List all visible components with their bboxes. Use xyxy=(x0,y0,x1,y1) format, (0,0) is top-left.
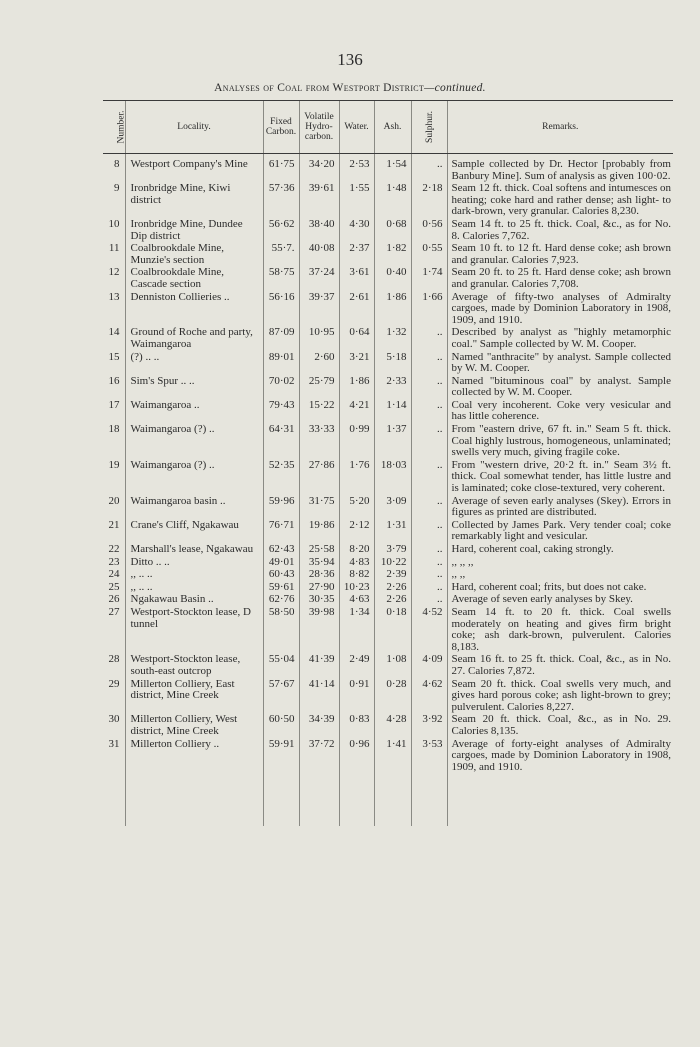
remarks-cell: ,, ,, ,, xyxy=(447,556,673,569)
ash-cell: 18·03 xyxy=(374,459,411,495)
table-row xyxy=(103,568,673,581)
remarks-cell: Seam 20 ft. to 25 ft. Hard dense coke; ash brown and granular. Calories 7,708. xyxy=(447,266,673,290)
volatile-cell: 38·40 xyxy=(299,218,339,242)
water-cell: 0·99 xyxy=(339,423,374,459)
fixed-carbon-cell: 49·01 xyxy=(263,556,299,569)
locality-cell: Millerton Colliery .. xyxy=(125,738,263,774)
fixed-carbon-cell: 58·75 xyxy=(263,266,299,290)
row-number-cell: 18 xyxy=(108,423,120,436)
locality-cell: Ironbridge Mine, Kiwi district xyxy=(125,182,263,218)
volatile-cell: 39·61 xyxy=(299,182,339,218)
header-ash: Ash. xyxy=(374,101,411,154)
water-cell: 0·83 xyxy=(339,713,374,737)
sulphur-cell: .. xyxy=(411,459,447,495)
remarks-cell: Seam 16 ft. to 25 ft. thick. Coal, &c., as in No. 27. Calories 7,872. xyxy=(447,653,673,677)
water-cell: 0·64 xyxy=(339,326,374,350)
fixed-carbon-cell: 79·43 xyxy=(263,399,299,423)
volatile-cell: 37·24 xyxy=(299,266,339,290)
volatile-cell: 37·72 xyxy=(299,738,339,774)
fixed-carbon-cell: 55·04 xyxy=(263,653,299,677)
locality-cell: Westport-Stockton lease, D tunnel xyxy=(125,606,263,653)
ash-cell: 4·28 xyxy=(374,713,411,737)
empty-cell xyxy=(411,773,447,826)
sulphur-cell: .. xyxy=(411,556,447,569)
sulphur-cell: .. xyxy=(411,581,447,594)
water-cell: 1·34 xyxy=(339,606,374,653)
fixed-carbon-cell: 70·02 xyxy=(263,375,299,399)
header-locality: Locality. xyxy=(125,101,263,154)
volatile-cell: 34·20 xyxy=(299,154,339,183)
fixed-carbon-cell: 76·71 xyxy=(263,519,299,543)
remarks-cell: Average of fifty-two analyses of Admiralty cargoes, made by Dominion Laboratory in 1908, 1909, and 1910. xyxy=(447,291,673,327)
fixed-carbon-cell: 62·43 xyxy=(263,543,299,556)
fixed-carbon-cell: 52·35 xyxy=(263,459,299,495)
sulphur-cell: .. xyxy=(411,543,447,556)
remarks-cell: Average of seven early analyses by Skey. xyxy=(447,593,673,606)
row-number-cell: 26 xyxy=(108,593,120,606)
row-number-cell: 24 xyxy=(108,568,120,581)
volatile-cell: 15·22 xyxy=(299,399,339,423)
locality-cell: Sim's Spur .. .. xyxy=(125,375,263,399)
table-row xyxy=(103,266,673,290)
empty-cell xyxy=(374,773,411,826)
table-row xyxy=(103,399,673,423)
ash-cell: 0·40 xyxy=(374,266,411,290)
table-row xyxy=(103,543,673,556)
water-cell: 4·63 xyxy=(339,593,374,606)
ash-cell: 2·33 xyxy=(374,375,411,399)
table-row xyxy=(103,154,673,183)
table-row xyxy=(103,182,673,218)
row-number-cell: 17 xyxy=(108,398,120,411)
volatile-cell: 25·79 xyxy=(299,375,339,399)
table-row xyxy=(103,242,673,266)
sulphur-cell: .. xyxy=(411,351,447,375)
table-row xyxy=(103,738,673,774)
volatile-cell: 40·08 xyxy=(299,242,339,266)
empty-cell xyxy=(339,773,374,826)
water-cell: 5·20 xyxy=(339,495,374,519)
ash-cell: 0·28 xyxy=(374,678,411,714)
locality-cell: Waimangaroa (?) .. xyxy=(125,423,263,459)
row-number-cell: 10 xyxy=(108,217,120,230)
locality-cell: ,, .. .. xyxy=(125,581,263,594)
header-row xyxy=(103,101,673,154)
row-number-cell: 22 xyxy=(108,543,120,555)
water-cell: 0·96 xyxy=(339,738,374,774)
table-row xyxy=(103,375,673,399)
fixed-carbon-cell: 57·67 xyxy=(263,678,299,714)
sulphur-cell: .. xyxy=(411,375,447,399)
volatile-cell: 19·86 xyxy=(299,519,339,543)
table-row xyxy=(103,713,673,737)
page-number: 136 xyxy=(337,50,363,69)
sulphur-cell: 0·55 xyxy=(411,242,447,266)
row-number-cell: 31 xyxy=(108,737,120,750)
water-cell: 4·21 xyxy=(339,399,374,423)
ash-cell: 1·41 xyxy=(374,738,411,774)
volatile-cell: 28·36 xyxy=(299,568,339,581)
water-cell: 8·20 xyxy=(339,543,374,556)
volatile-cell: 27·90 xyxy=(299,581,339,594)
empty-cell xyxy=(103,773,125,826)
empty-cell xyxy=(447,773,673,826)
locality-cell: Denniston Collieries .. xyxy=(125,291,263,327)
ash-cell: 2·26 xyxy=(374,593,411,606)
table-row xyxy=(103,593,673,606)
table-row xyxy=(103,291,673,327)
ash-cell: 0·18 xyxy=(374,606,411,653)
row-number-cell: 8 xyxy=(114,158,120,170)
volatile-cell: 30·35 xyxy=(299,593,339,606)
volatile-cell: 35·94 xyxy=(299,556,339,569)
table-row xyxy=(103,556,673,569)
remarks-cell: Seam 14 ft. to 20 ft. thick. Coal swells moderately on heating and gives firm bright coke; ash dark-brown, pulverulent. Calories 8,183. xyxy=(447,606,673,653)
header-volatile: Volatile Hydro-carbon. xyxy=(299,101,339,154)
ash-cell: 5·18 xyxy=(374,351,411,375)
ash-cell: 10·22 xyxy=(374,556,411,569)
sulphur-cell: .. xyxy=(411,568,447,581)
water-cell: 4·83 xyxy=(339,556,374,569)
water-cell: 2·53 xyxy=(339,154,374,183)
fixed-carbon-cell: 56·62 xyxy=(263,218,299,242)
remarks-cell: Average of seven early analyses (Skey). Errors in figures as printed are distributed. xyxy=(447,495,673,519)
sulphur-cell: 3·53 xyxy=(411,738,447,774)
fixed-carbon-cell: 59·91 xyxy=(263,738,299,774)
table-row xyxy=(103,606,673,653)
ash-cell: 3·09 xyxy=(374,495,411,519)
locality-cell: Westport Company's Mine xyxy=(125,154,263,183)
row-number-cell: 25 xyxy=(108,580,120,593)
header-fixed-carbon: Fixed Carbon. xyxy=(263,101,299,154)
remarks-cell: Named "anthracite" by analyst. Sample collected by W. M. Cooper. xyxy=(447,351,673,375)
ash-cell: 3·79 xyxy=(374,543,411,556)
volatile-cell: 2·60 xyxy=(299,351,339,375)
locality-cell: Ngakawau Basin .. xyxy=(125,593,263,606)
locality-cell: Millerton Colliery, East district, Mine Creek xyxy=(125,678,263,714)
water-cell: 1·86 xyxy=(339,375,374,399)
empty-cell xyxy=(263,773,299,826)
volatile-cell: 39·37 xyxy=(299,291,339,327)
volatile-cell: 27·86 xyxy=(299,459,339,495)
volatile-cell: 41·14 xyxy=(299,678,339,714)
table-row xyxy=(103,653,673,677)
remarks-cell: Named "bituminous coal" by analyst. Sample collected by W. M. Cooper. xyxy=(447,375,673,399)
volatile-cell: 31·75 xyxy=(299,495,339,519)
volatile-cell: 25·58 xyxy=(299,543,339,556)
locality-cell: (?) .. .. xyxy=(125,351,263,375)
row-number-cell: 30 xyxy=(108,713,120,726)
sulphur-cell: 4·52 xyxy=(411,606,447,653)
remarks-cell: Hard, coherent coal, caking strongly. xyxy=(447,543,673,556)
ash-cell: 2·26 xyxy=(374,581,411,594)
table-row xyxy=(103,351,673,375)
ash-cell: 1·31 xyxy=(374,519,411,543)
empty-cell xyxy=(125,773,263,826)
locality-cell: Waimangaroa .. xyxy=(125,399,263,423)
table-caption xyxy=(0,82,700,94)
water-cell: 2·49 xyxy=(339,653,374,677)
remarks-cell: Coal very incoherent. Coke very vesicular and has little coherence. xyxy=(447,399,673,423)
ash-cell: 2·39 xyxy=(374,568,411,581)
header-number: Number. xyxy=(103,101,125,154)
row-number-cell: 9 xyxy=(114,182,120,195)
locality-cell: Ironbridge Mine, Dundee Dip district xyxy=(125,218,263,242)
water-cell: 8·82 xyxy=(339,568,374,581)
sulphur-cell: .. xyxy=(411,326,447,350)
locality-cell: Westport-Stockton lease, south-east outcrop xyxy=(125,653,263,677)
remarks-cell: Seam 20 ft. thick. Coal swells very much, and gives hard porous coke; ash light-brown to grey; pulverulent. Calories 8,227. xyxy=(447,678,673,714)
water-cell: 2·61 xyxy=(339,291,374,327)
caption-continued: —continued. xyxy=(424,82,486,94)
water-cell: 10·23 xyxy=(339,581,374,594)
row-number-cell: 23 xyxy=(108,555,120,568)
caption-text: Analyses of Coal from Westport District xyxy=(214,82,425,94)
remarks-cell: Seam 10 ft. to 12 ft. Hard dense coke; ash brown and granular. Calories 7,923. xyxy=(447,242,673,266)
fixed-carbon-cell: 56·16 xyxy=(263,291,299,327)
table-row xyxy=(103,678,673,714)
table-row xyxy=(103,495,673,519)
empty-cell xyxy=(299,773,339,826)
row-number-cell: 20 xyxy=(108,494,120,507)
row-number-cell: 11 xyxy=(108,242,120,255)
row-number-cell: 14 xyxy=(108,326,120,339)
water-cell: 4·30 xyxy=(339,218,374,242)
ash-cell: 1·14 xyxy=(374,399,411,423)
sulphur-cell: 2·18 xyxy=(411,182,447,218)
table-bottom-space xyxy=(103,773,673,826)
sulphur-cell: .. xyxy=(411,399,447,423)
locality-cell: Waimangaroa (?) .. xyxy=(125,459,263,495)
fixed-carbon-cell: 62·76 xyxy=(263,593,299,606)
header-remarks: Remarks. xyxy=(447,101,673,154)
row-number-cell: 27 xyxy=(108,605,120,618)
ash-cell: 1·82 xyxy=(374,242,411,266)
locality-cell: Marshall's lease, Ngakawau xyxy=(125,543,263,556)
row-number-cell: 19 xyxy=(108,458,120,471)
remarks-cell: From "western drive, 20·2 ft. in." Seam 3½ ft. thick. Coal somewhat tender, has little lustre and is laminated; coke close-textured, very coherent. xyxy=(447,459,673,495)
row-number-cell: 15 xyxy=(108,350,120,363)
header-sulphur: Sulphur. xyxy=(411,101,447,154)
table-row xyxy=(103,519,673,543)
locality-cell: Ground of Roche and party, Waimangaroa xyxy=(125,326,263,350)
sulphur-cell: 0·56 xyxy=(411,218,447,242)
remarks-cell: Average of forty-eight analyses of Admiralty cargoes, made by Dominion Laboratory in 1908, 1909, and 1910. xyxy=(447,738,673,774)
sulphur-cell: 1·74 xyxy=(411,266,447,290)
water-cell: 1·55 xyxy=(339,182,374,218)
fixed-carbon-cell: 64·31 xyxy=(263,423,299,459)
locality-cell: Millerton Colliery, West district, Mine Creek xyxy=(125,713,263,737)
ash-cell: 1·48 xyxy=(374,182,411,218)
fixed-carbon-cell: 59·96 xyxy=(263,495,299,519)
fixed-carbon-cell: 61·75 xyxy=(263,154,299,183)
locality-cell: Ditto .. .. xyxy=(125,556,263,569)
fixed-carbon-cell: 58·50 xyxy=(263,606,299,653)
locality-cell: Crane's Cliff, Ngakawau xyxy=(125,519,263,543)
sulphur-cell: 4·09 xyxy=(411,653,447,677)
coal-analyses-table xyxy=(103,100,673,826)
remarks-cell: Seam 14 ft. to 25 ft. thick. Coal, &c., as for No. 8. Calories 7,762. xyxy=(447,218,673,242)
remarks-cell: Described by analyst as "highly metamorphic coal." Sample collected by W. M. Cooper. xyxy=(447,326,673,350)
fixed-carbon-cell: 55·7. xyxy=(263,242,299,266)
row-number-cell: 21 xyxy=(108,518,120,531)
row-number-cell: 29 xyxy=(108,677,120,690)
sulphur-cell: 4·62 xyxy=(411,678,447,714)
fixed-carbon-cell: 60·43 xyxy=(263,568,299,581)
sulphur-cell: .. xyxy=(411,423,447,459)
water-cell: 3·21 xyxy=(339,351,374,375)
remarks-cell: Seam 12 ft. thick. Coal softens and intumesces on heating; coke hard and rather dense; ash light- to dark-brown, very granular. Calories 8,230. xyxy=(447,182,673,218)
table-row xyxy=(103,459,673,495)
remarks-cell: ,, ,, xyxy=(447,568,673,581)
volatile-cell: 33·33 xyxy=(299,423,339,459)
volatile-cell: 34·39 xyxy=(299,713,339,737)
water-cell: 1·76 xyxy=(339,459,374,495)
sulphur-cell: .. xyxy=(411,154,447,183)
sulphur-cell: .. xyxy=(411,495,447,519)
row-number-cell: 13 xyxy=(108,290,120,303)
row-number-cell: 16 xyxy=(108,374,120,387)
locality-cell: Coalbrookdale Mine, Cascade section xyxy=(125,266,263,290)
water-cell: 0·91 xyxy=(339,678,374,714)
volatile-cell: 10·95 xyxy=(299,326,339,350)
remarks-cell: Hard, coherent coal; frits, but does not cake. xyxy=(447,581,673,594)
fixed-carbon-cell: 87·09 xyxy=(263,326,299,350)
row-number-cell: 28 xyxy=(108,653,120,666)
ash-cell: 1·54 xyxy=(374,154,411,183)
ash-cell: 1·37 xyxy=(374,423,411,459)
ash-cell: 1·32 xyxy=(374,326,411,350)
remarks-cell: Sample collected by Dr. Hector [probably from Banbury Mine]. Sum of analysis as given 100·02. xyxy=(447,154,673,183)
volatile-cell: 39·98 xyxy=(299,606,339,653)
table-row xyxy=(103,581,673,594)
table-row xyxy=(103,218,673,242)
volatile-cell: 41·39 xyxy=(299,653,339,677)
fixed-carbon-cell: 57·36 xyxy=(263,182,299,218)
ash-cell: 0·68 xyxy=(374,218,411,242)
water-cell: 2·37 xyxy=(339,242,374,266)
table-row xyxy=(103,423,673,459)
table-row xyxy=(103,326,673,350)
sulphur-cell: .. xyxy=(411,519,447,543)
fixed-carbon-cell: 60·50 xyxy=(263,713,299,737)
fixed-carbon-cell: 89·01 xyxy=(263,351,299,375)
water-cell: 3·61 xyxy=(339,266,374,290)
locality-cell: ,, .. .. xyxy=(125,568,263,581)
row-number-cell: 12 xyxy=(108,266,120,279)
locality-cell: Waimangaroa basin .. xyxy=(125,495,263,519)
remarks-cell: From "eastern drive, 67 ft. in." Seam 5 ft. thick. Coal highly lustrous, homogeneous, unlaminated; swells very much, giving fragile coke. xyxy=(447,423,673,459)
sulphur-cell: 3·92 xyxy=(411,713,447,737)
water-cell: 2·12 xyxy=(339,519,374,543)
header-water: Water. xyxy=(339,101,374,154)
sulphur-cell: .. xyxy=(411,593,447,606)
sulphur-cell: 1·66 xyxy=(411,291,447,327)
fixed-carbon-cell: 59·61 xyxy=(263,581,299,594)
remarks-cell: Seam 20 ft. thick. Coal, &c., as in No. 29. Calories 8,135. xyxy=(447,713,673,737)
locality-cell: Coalbrookdale Mine, Munzie's section xyxy=(125,242,263,266)
ash-cell: 1·08 xyxy=(374,653,411,677)
remarks-cell: Collected by James Park. Very tender coal; coke remarkably light and vesicular. xyxy=(447,519,673,543)
ash-cell: 1·86 xyxy=(374,291,411,327)
